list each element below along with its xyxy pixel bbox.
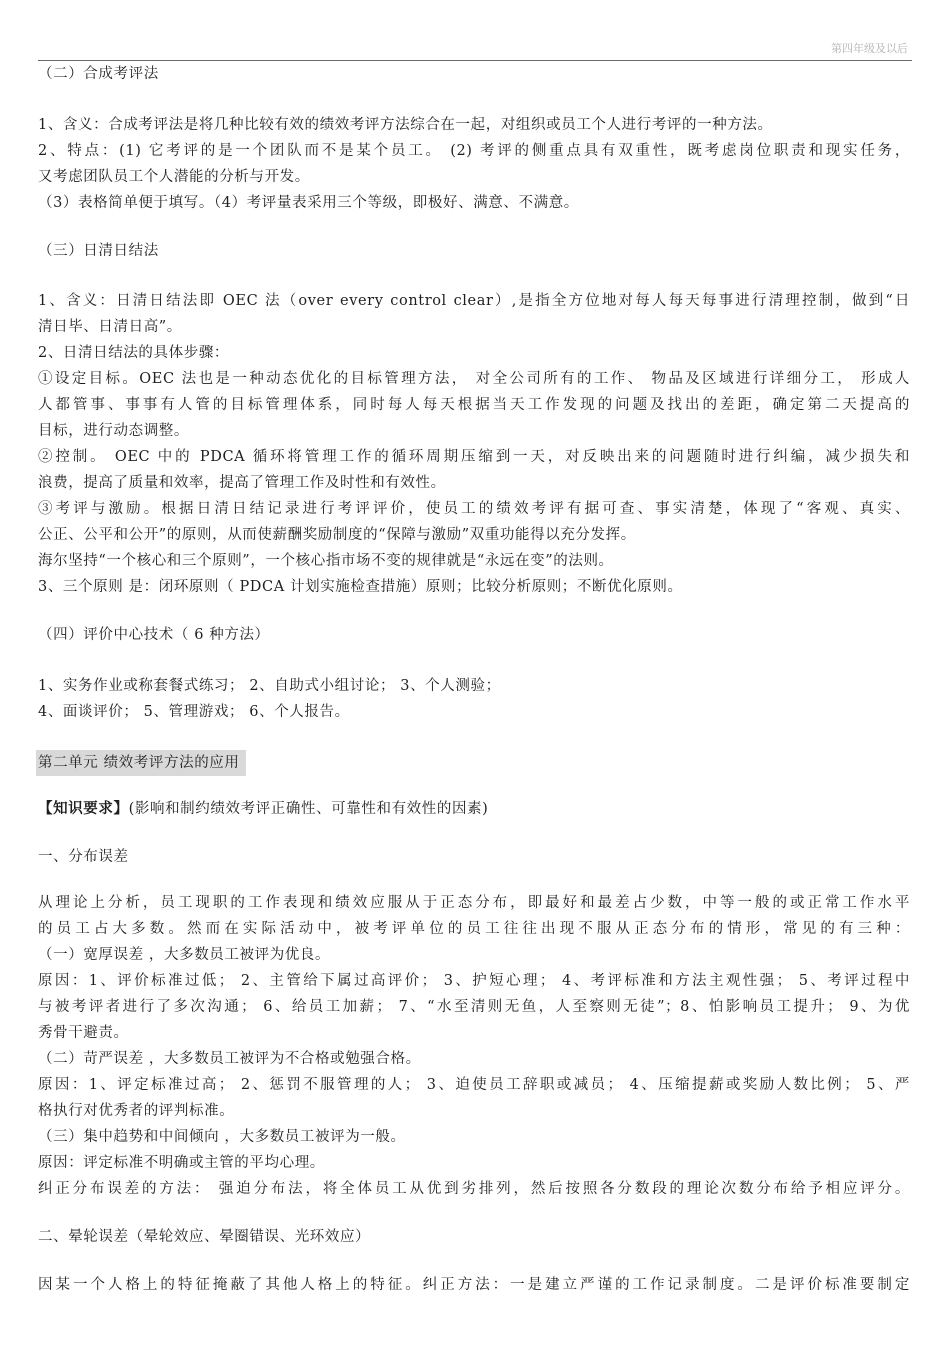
paragraph-line: ①设定目标。OEC 法也是一种动态优化的目标管理方法， 对全公司所有的工作、 物品及区域进行详细分工， 形成人 <box>38 371 910 387</box>
paragraph-line: 2、特点：(1) 它考评的是一个团队而不是某个员工。 (2) 考评的侧重点具有双重性，既考虑岗位职责和现实任务， <box>38 143 910 159</box>
paragraph-line: 清日毕、日清日高”。 <box>38 319 182 335</box>
section-heading: 【知识要求】(影响和制约绩效考评正确性、可靠性和有效性的因素) <box>38 800 489 817</box>
paragraph-line: 海尔坚持“一个核心和三个原则”，一个核心指市场不变的规律就是“永远在变”的法则。 <box>38 553 614 569</box>
paragraph-line: （一）宽厚误差 ，大多数员工被评为优良。 <box>38 947 331 963</box>
paragraph-line: 目标，进行动态调整。 <box>38 423 189 439</box>
knowledge-tag: 【知识要求】 <box>38 800 129 817</box>
paragraph-line: 4、面谈评价； 5、管理游戏； 6、个人报告。 <box>38 704 350 720</box>
paragraph-line: 1、实务作业或称套餐式练习； 2、自助式小组讨论； 3、个人测验； <box>38 678 501 694</box>
unit-heading: 第二单元 绩效考评方法的应用 <box>36 750 246 776</box>
paragraph-line: ③考评与激励。根据日清日结记录进行考评评价，使员工的绩效考评有据可查、事实清楚，体现了“客观、真实、 <box>38 501 910 517</box>
section-heading: （四）评价中心技术（ 6 种方法） <box>38 627 270 643</box>
paragraph-line: 1、含义：合成考评法是将几种比较有效的绩效考评方法综合在一起，对组织或员工个人进行考评的一种方法。 <box>38 117 773 133</box>
paragraph-line: 从理论上分析，员工现职的工作表现和绩效应服从于正态分布，即最好和最差占少数，中等一般的或正常工作水平 <box>38 895 910 911</box>
paragraph-line: 纠正分布误差的方法： 强迫分布法，将全体员工从优到劣排列，然后按照各分数段的理论次数分布给予相应评分。 <box>38 1181 910 1197</box>
section-heading: 二、晕轮误差（晕轮效应、晕圈错误、光环效应） <box>38 1229 371 1245</box>
paragraph-line: 又考虑团队员工个人潜能的分析与开发。 <box>38 169 310 185</box>
header-rule <box>38 60 912 61</box>
section-heading: （三）日清日结法 <box>38 243 159 259</box>
paragraph-line: 原因：1、评定标准过高； 2、惩罚不服管理的人； 3、迫使员工辞职或减员； 4、压缩提薪或奖励人数比例； 5、严 <box>38 1077 910 1093</box>
paragraph-line: 公正、公平和公开”的原则，从而使薪酬奖励制度的“保障与激励”双重功能得以充分发挥。 <box>38 527 636 543</box>
paragraph-line: 格执行对优秀者的评判标准。 <box>38 1103 235 1119</box>
paragraph-line: （三）集中趋势和中间倾向 ，大多数员工被评为一般。 <box>38 1129 406 1145</box>
section-heading: 一、分布误差 <box>38 849 129 865</box>
paragraph-line: （二）苛严误差 ，大多数员工被评为不合格或勉强合格。 <box>38 1051 421 1067</box>
paragraph-line: 1、含义：日清日结法即 OEC 法（over every control clear）,是指全方位地对每人每天每事进行清理控制，做到“日 <box>38 293 910 309</box>
paragraph-line: 浪费，提高了质量和效率，提高了管理工作及时性和有效性。 <box>38 475 446 491</box>
paragraph-line: 2、日清日结法的具体步骤： <box>38 345 230 361</box>
paragraph-line: 秀骨干避责。 <box>38 1025 129 1041</box>
paragraph-line: 人都管事、事事有人管的目标管理体系，同时每人每天根据当天工作发现的问题及找出的差距，确定第二天提高的 <box>38 397 910 413</box>
paragraph-line: ②控制。 OEC 中的 PDCA 循环将管理工作的循环周期压缩到一天，对反映出来的问题随时进行纠编，减少损失和 <box>38 449 910 465</box>
paragraph-line: 因某一个人格上的特征掩蔽了其他人格上的特征。纠正方法：一是建立严谨的工作记录制度。二是评价标准要制定 <box>38 1277 910 1293</box>
section-heading: （二）合成考评法 <box>38 66 159 82</box>
paragraph-line: （3）表格简单便于填写。（4）考评量表采用三个等级，即极好、满意、不满意。 <box>38 195 579 211</box>
paragraph-line: 3、三个原则 是：闭环原则（ PDCA 计划实施检查措施）原则；比较分析原则；不断优化原则。 <box>38 579 683 595</box>
paragraph-line: 与被考评者进行了多次沟通； 6、给员工加薪； 7、“水至清则无鱼，人至察则无徒”；8、怕影响员工提升； 9、为优 <box>38 999 910 1015</box>
header-text: 第四年级及以后 <box>831 42 908 55</box>
paragraph-line: 的员工占大多数。然而在实际活动中，被考评单位的员工往往出现不服从正态分布的情形，常见的有三种： <box>38 921 910 937</box>
paragraph-line: 原因：1、评价标准过低； 2、主管给下属过高评价； 3、护短心理； 4、考评标准和方法主观性强； 5、考评过程中 <box>38 973 910 989</box>
paragraph-line: 原因：评定标准不明确或主管的平均心理。 <box>38 1155 325 1171</box>
